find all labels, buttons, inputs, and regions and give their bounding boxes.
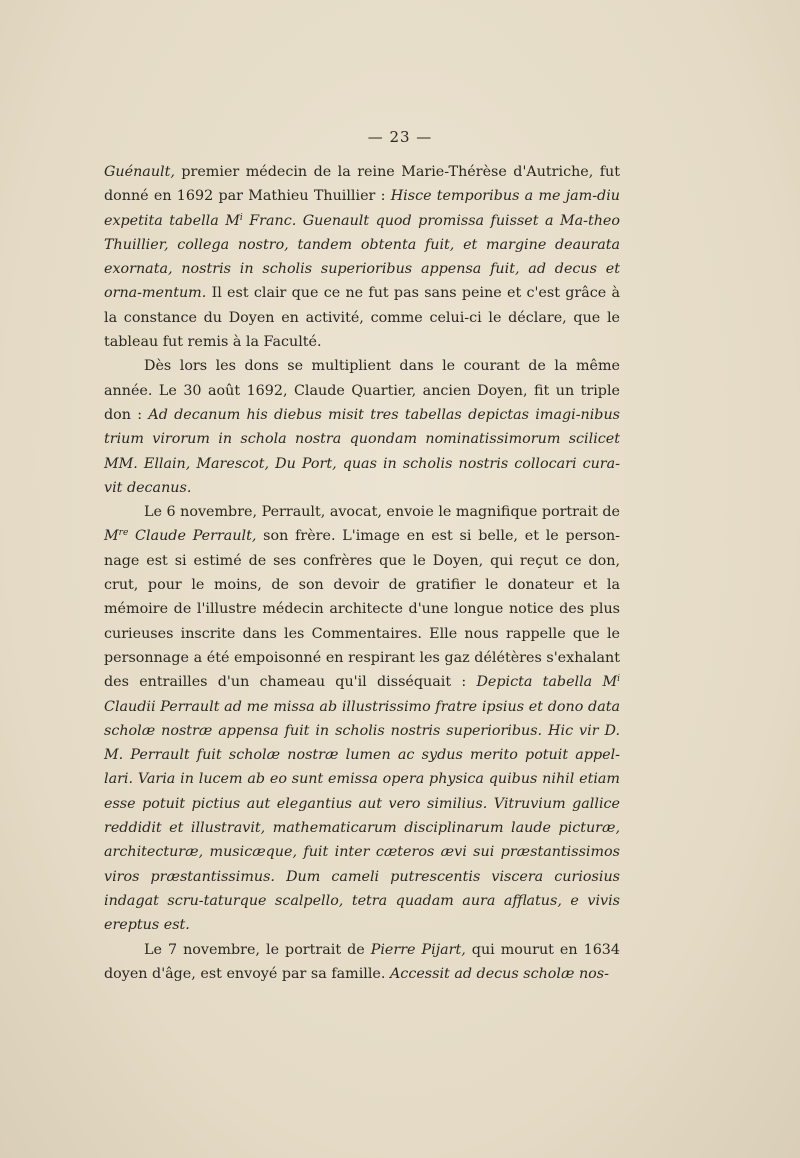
italic-run: Pierre Pijart, [370, 941, 466, 958]
body-text [104, 160, 620, 986]
italic-run: Franc. Guenault quod promissa fuisset a Ma-theo Thuillier, collega nostro, tandem obtenta fuit, et margine deaurata exornata, nostris in scholis superioribus appensa fuit, ad decus et orna-mentum. [104, 212, 620, 302]
text-run: premier médecin de la reine Marie-Thérèse d'Autriche, fut donné en 1692 par Mathieu Thuillier : [104, 164, 620, 205]
page-number: — 23 — [367, 128, 433, 146]
paragraph [104, 354, 620, 500]
text-run: Il est clair que ce ne fut pas sans peine et c'est grâce à la constance du Doyen en activité, comme celui-ci le déclare, que le tableau fut remis à la Faculté. [104, 285, 620, 351]
italic-run: Depicta tabella M [476, 674, 618, 691]
paragraph [104, 938, 620, 987]
italic-run: Claude Perrault, [128, 528, 257, 545]
paragraph [104, 160, 620, 354]
text-run: qui mourut en 1634 doyen d'âge, est envoyé par sa famille. [104, 941, 620, 982]
italic-run: Hisce temporibus a me jam-diu expetita tabella M [104, 188, 620, 229]
superscript-run: i [617, 674, 621, 685]
italic-run: Accessit ad decus scholæ nos- [389, 965, 609, 982]
italic-run: Guénault, [104, 164, 175, 180]
italic-run: Claudii Perrault ad me missa ab illustrissimo fratre ipsius et dono data scholæ nostræ appensa fuit in scholis nostris superioribus. Hic vir D. M. Perrault fuit scholæ nostræ lumen ac sydus merito potuit appel-lari. Varia in lucem ab eo sunt emissa opera physica quibus nihil etiam esse potuit pictius aut elegantius aut vero similius. Vitruvium gallice reddidit et illustravit, mathematicarum disciplinarum laude picturæ, architecturæ, musicæque, fuit inter cæteros ævi sui præstantissimos viros præstantissimus. Dum cameli putrescentis viscera curiosius indagat scru-taturque scalpello, tetra quadam aura afflatus, e vivis ereptus est. [104, 698, 620, 934]
superscript-run: re [118, 528, 129, 539]
italic-run: Ad decanum his diebus misit tres tabellas depictas imagi-nibus trium virorum in schola nostra quondam nominatissimorum scilicet MM. Ellain, Marescot, Du Port, quas in scholis nostris collocari cura-vit decanus. [104, 406, 620, 496]
superscript-run: i [239, 212, 243, 223]
text-run: son frère. L'image en est si belle, et le person-nage est si estimé de ses confrères que le Doyen, qui reçut ce don, crut, pour le moins, de son devoir de gratifier le donateur et la mémoire de l'illustre médecin architecte d'une longue notice des plus curieuses inscrite dans les Commentaires. Elle nous rappelle que le personnage a été empoisonné en respirant les gaz délétères s'exhalant des entrailles d'un chameau qu'il disséquait : [104, 528, 620, 691]
text-run: Le 7 novembre, le portrait de [144, 941, 371, 958]
paragraph [104, 500, 620, 937]
italic-run: M [104, 528, 119, 545]
text-run: Le 6 novembre, Perrault, avocat, envoie le magnifique portrait de [144, 504, 620, 521]
text-run: Dès lors les dons se multiplient dans le courant de la même année. Le 30 août 1692, Claude Quartier, ancien Doyen, fit un triple don : [104, 358, 620, 423]
